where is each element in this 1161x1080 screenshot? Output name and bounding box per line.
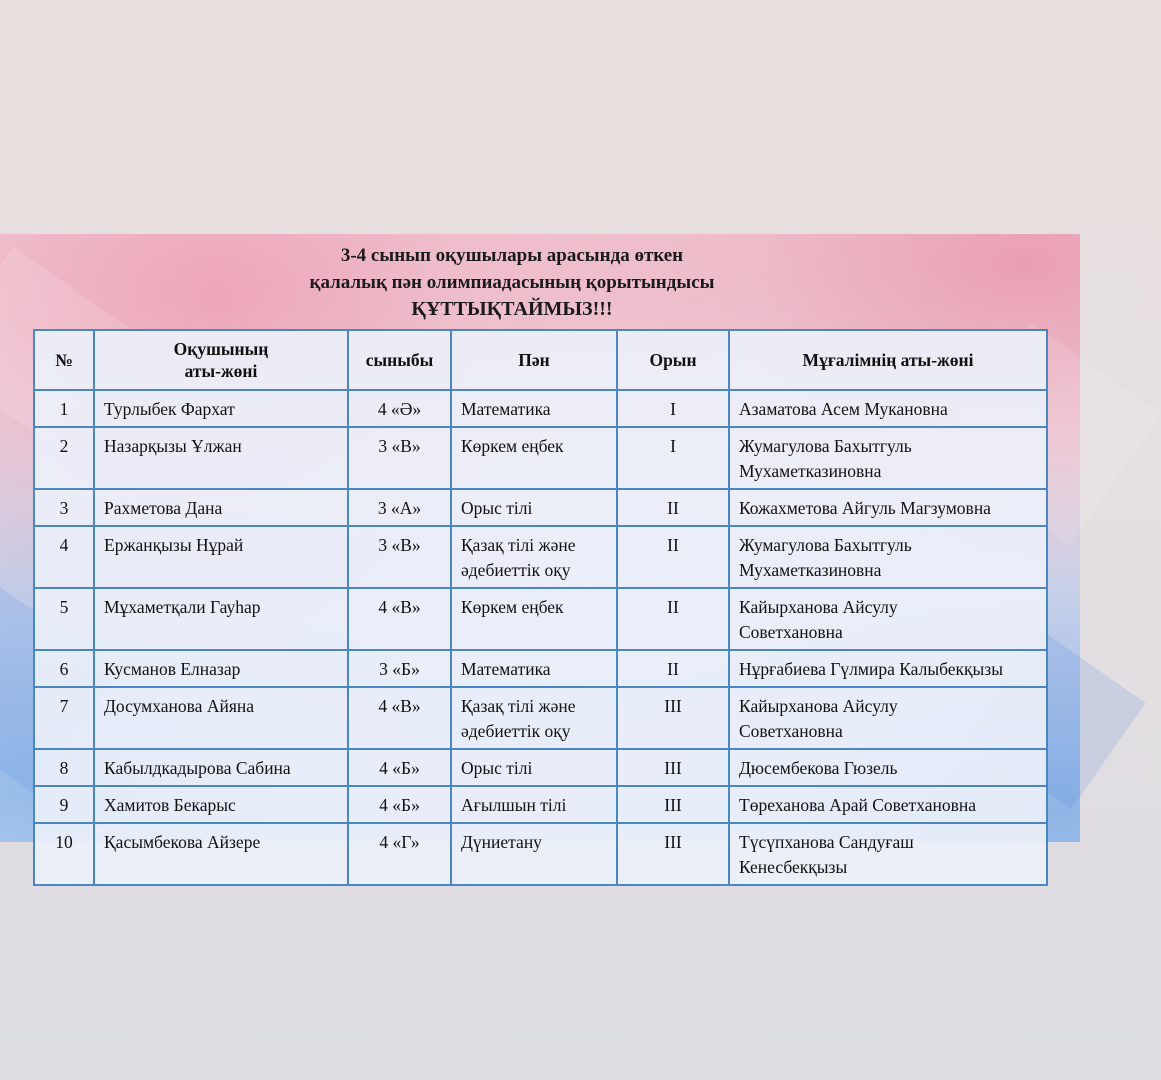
header-num: № (34, 330, 94, 390)
cell-place (617, 823, 729, 885)
cell-subject (451, 390, 617, 427)
cell-teacher (729, 489, 1047, 526)
cell-teacher-line-2: Мухаметказиновна (739, 560, 882, 580)
cell-subject (451, 489, 617, 526)
cell-place-line-1: III (664, 795, 682, 815)
cell-student (94, 786, 348, 823)
cell-subject-line-1: Орыс тілі (461, 498, 533, 518)
cell-subject (451, 588, 617, 650)
cell-subject (451, 749, 617, 786)
cell-teacher-line-1: Азаматова Асем Мукановна (739, 399, 948, 419)
cell-class-line-1: 4 «В» (378, 696, 421, 716)
cell-place-line-1: III (664, 758, 682, 778)
header-student (94, 330, 348, 390)
cell-num (34, 526, 94, 588)
header-student-line-1: Оқушының (173, 339, 269, 359)
cell-place-line-1: II (667, 659, 679, 679)
cell-teacher-line-2: Кенесбекқызы (739, 857, 848, 877)
cell-num-line-1: 8 (59, 758, 69, 778)
cell-class (348, 687, 451, 749)
header-subject: Пән (451, 330, 617, 390)
cell-num-line-1: 9 (59, 795, 69, 815)
cell-place (617, 588, 729, 650)
cell-student (94, 823, 348, 885)
cell-num (34, 749, 94, 786)
cell-student-line-1: Хамитов Бекарыс (104, 795, 236, 815)
cell-num (34, 650, 94, 687)
cell-num (34, 489, 94, 526)
cell-class-line-1: 3 «В» (378, 436, 421, 456)
cell-subject (451, 650, 617, 687)
cell-subject-line-1: Математика (461, 659, 551, 679)
cell-subject (451, 526, 617, 588)
table-row (34, 749, 1047, 786)
cell-place-line-1: II (667, 535, 679, 555)
header-place: Орын (617, 330, 729, 390)
table-row (34, 427, 1047, 489)
cell-student (94, 749, 348, 786)
cell-place-line-1: I (670, 436, 676, 456)
cell-place (617, 427, 729, 489)
cell-student-line-1: Рахметова Дана (104, 498, 223, 518)
cell-place-line-1: II (667, 498, 679, 518)
cell-num (34, 427, 94, 489)
cell-student (94, 427, 348, 489)
cell-subject-line-1: Қазақ тілі және (461, 696, 576, 716)
cell-student-line-1: Ержанқызы Нұрай (104, 535, 244, 555)
screenshot-image (0, 234, 1080, 877)
cell-place-line-1: III (664, 696, 682, 716)
cell-subject-line-1: Қазақ тілі және (461, 535, 576, 555)
cell-class-line-1: 4 «Б» (379, 795, 420, 815)
cell-student-line-1: Қасымбекова Айзере (104, 832, 261, 852)
heading-line-1: 3-4 сынып оқушылары арасында өткен (340, 245, 684, 266)
cell-student-line-1: Мұхаметқали Гауһар (104, 597, 261, 617)
cell-class-line-1: 3 «Б» (379, 659, 420, 679)
cell-class-line-1: 4 «Б» (379, 758, 420, 778)
cell-class (348, 823, 451, 885)
cell-teacher-line-1: Кайырханова Айсулу (739, 696, 898, 716)
header-class: сыныбы (348, 330, 451, 390)
cell-teacher-line-1: Жумагулова Бахытгуль (739, 535, 912, 555)
cell-teacher-line-1: Төреханова Арай Советхановна (739, 795, 976, 815)
cell-place-line-1: III (664, 832, 682, 852)
cell-class (348, 427, 451, 489)
cell-teacher-line-1: Дюсембекова Гюзель (739, 758, 898, 778)
cell-num-line-1: 6 (59, 659, 69, 679)
cell-teacher-line-1: Жумагулова Бахытгуль (739, 436, 912, 456)
cell-class-line-1: 4 «Ә» (377, 399, 422, 419)
cell-place (617, 390, 729, 427)
cell-teacher (729, 687, 1047, 749)
cell-num-line-1: 5 (59, 597, 69, 617)
cell-subject-line-1: Орыс тілі (461, 758, 533, 778)
table-row (34, 823, 1047, 885)
results-table (33, 329, 1048, 886)
cell-place (617, 786, 729, 823)
cell-class (348, 588, 451, 650)
cell-class (348, 786, 451, 823)
cell-teacher (729, 427, 1047, 489)
cell-place-line-1: I (670, 399, 676, 419)
cell-class (348, 650, 451, 687)
cell-student (94, 588, 348, 650)
cell-place (617, 687, 729, 749)
cell-num (34, 588, 94, 650)
cell-num (34, 687, 94, 749)
cell-num (34, 823, 94, 885)
cell-num-line-1: 7 (59, 696, 69, 716)
heading-line-2: қалалық пән олимпиадасының қорытындысы (309, 272, 715, 293)
cell-student (94, 650, 348, 687)
cell-class-line-1: 4 «В» (378, 597, 421, 617)
cell-place (617, 526, 729, 588)
cell-subject-line-1: Көркем еңбек (461, 597, 564, 617)
cell-place-line-1: II (667, 597, 679, 617)
table-row (34, 786, 1047, 823)
cell-num-line-1: 4 (59, 535, 69, 555)
cell-class-line-1: 3 «В» (378, 535, 421, 555)
cell-student (94, 526, 348, 588)
cell-student-line-1: Досумханова Айяна (104, 696, 255, 716)
cell-subject (451, 786, 617, 823)
header-teacher: Мұғалімнің аты-жөні (729, 330, 1047, 390)
cell-student-line-1: Назарқызы Ұлжан (104, 436, 242, 456)
cell-teacher (729, 526, 1047, 588)
cell-place (617, 749, 729, 786)
cell-place (617, 489, 729, 526)
cell-student (94, 390, 348, 427)
header-student-line-2: аты-жөні (184, 361, 258, 381)
cell-teacher-line-2: Советхановна (739, 622, 843, 642)
cell-teacher-line-1: Кожахметова Айгуль Магзумовна (739, 498, 991, 518)
cell-subject-line-2: әдебиеттік оқу (461, 560, 571, 580)
cell-teacher (729, 390, 1047, 427)
cell-subject-line-2: әдебиеттік оқу (461, 721, 571, 741)
cell-subject-line-1: Көркем еңбек (461, 436, 564, 456)
cell-student-line-1: Турлыбек Фархат (104, 399, 235, 419)
cell-num-line-1: 10 (55, 832, 73, 852)
cell-teacher-line-1: Кайырханова Айсулу (739, 597, 898, 617)
cell-teacher (729, 786, 1047, 823)
table-row (34, 650, 1047, 687)
cell-student (94, 687, 348, 749)
cell-teacher-line-1: Түсүпханова Сандуғаш (739, 832, 914, 852)
heading-congrats: ҚҰТТЫҚТАЙМЫЗ!!! (411, 298, 613, 320)
cell-subject (451, 427, 617, 489)
cell-class-line-1: 4 «Г» (379, 832, 420, 852)
table-row (34, 526, 1047, 588)
cell-class (348, 526, 451, 588)
cell-subject-line-1: Дүниетану (461, 832, 542, 852)
cell-subject-line-1: Ағылшын тілі (461, 795, 567, 815)
table-header-row (34, 330, 1047, 390)
table-row (34, 489, 1047, 526)
cell-teacher (729, 823, 1047, 885)
table-row (34, 588, 1047, 650)
cell-student-line-1: Кабылдкадырова Сабина (104, 758, 291, 778)
cell-subject-line-1: Математика (461, 399, 551, 419)
cell-class-line-1: 3 «А» (377, 498, 422, 518)
cell-teacher-line-2: Мухаметказиновна (739, 461, 882, 481)
cell-subject (451, 687, 617, 749)
cell-teacher (729, 588, 1047, 650)
cell-student (94, 489, 348, 526)
cell-num (34, 390, 94, 427)
cell-class (348, 390, 451, 427)
cell-teacher (729, 749, 1047, 786)
table-row (34, 687, 1047, 749)
cell-student-line-1: Кусманов Елназар (104, 659, 241, 679)
cell-teacher (729, 650, 1047, 687)
cell-num (34, 786, 94, 823)
cell-teacher-line-1: Нұрғабиева Гүлмира Калыбекқызы (739, 659, 1003, 679)
cell-place (617, 650, 729, 687)
cell-subject (451, 823, 617, 885)
cell-num-line-1: 3 (59, 498, 69, 518)
cell-num-line-1: 2 (59, 436, 69, 456)
table-row (34, 390, 1047, 427)
cell-teacher-line-2: Советхановна (739, 721, 843, 741)
cell-num-line-1: 1 (59, 399, 69, 419)
cell-class (348, 489, 451, 526)
cell-class (348, 749, 451, 786)
